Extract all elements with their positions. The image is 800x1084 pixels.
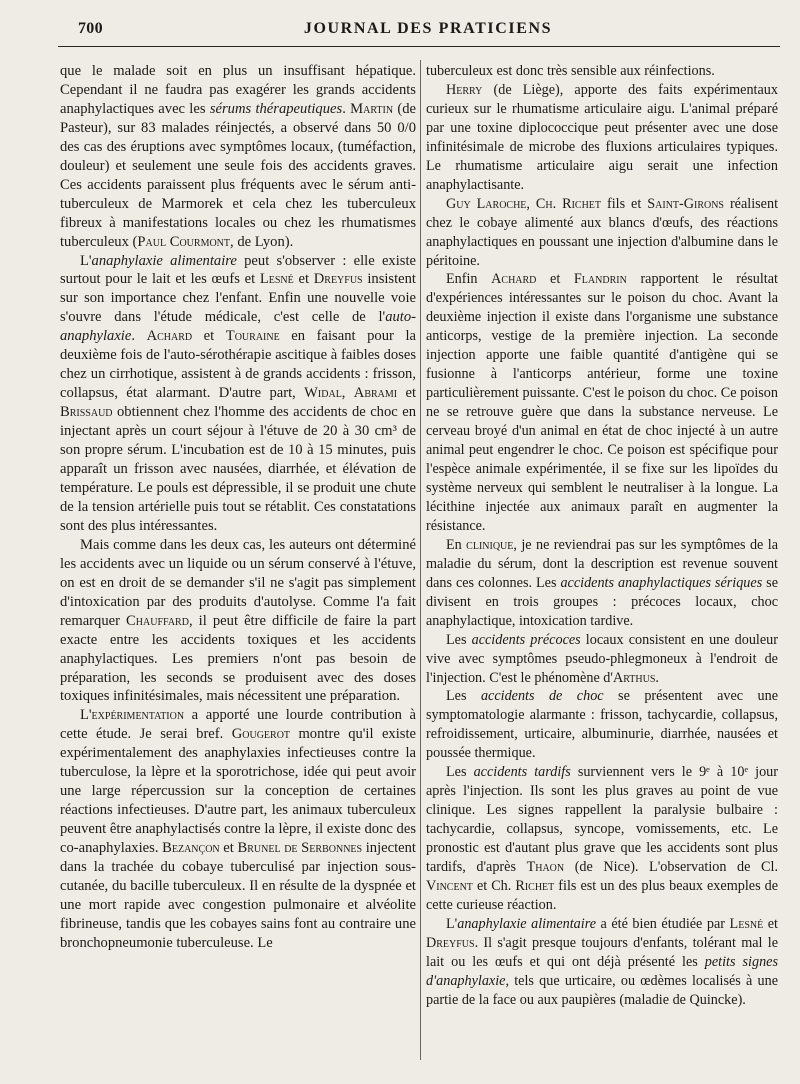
column-divider	[420, 60, 421, 1060]
page-header	[78, 20, 778, 44]
right-column	[426, 62, 778, 1010]
paragraph: Les accidents précoces locaux consistent en une douleur vive avec symptômes pseudo-phlegmoneux à l'endroit de l'injection. C'est le phénomène d'Arthus.	[426, 631, 778, 686]
paragraph: Herry (de Liège), apporte des faits expérimentaux curieux sur le rhumatisme articulaire aigu. L'animal préparé par une toxine diplococcique peut présenter avec une dose infinitésimale de microbe des fluxions articulaires typiques. Le rhumatisme articulaire aigu serait une infection anaphylactisante.	[426, 81, 778, 193]
paragraph: L'anaphylaxie alimentaire a été bien étudiée par Lesné et Dreyfus. Il s'agit presque toujours d'enfants, tolérant mal le lait ou les œufs et qui ont déjà présenté les petits signes d'anaphylaxie, tels que urticaire, ou œdèmes localisés à une partie de la face ou aux paupières (maladie de Quincke).	[426, 915, 778, 1008]
header-rule	[58, 46, 780, 47]
paragraph: Mais comme dans les deux cas, les auteurs ont déterminé les accidents avec un liquide ou un sérum conservé à l'étuve, on est en droit de se demander s'il ne s'agit pas simplement d'intoxication par des produits d'autolyse. Comme l'a fait remarquer Chauffard, il peut être difficile de faire la part exacte entre les accidents toxiques et les accidents anaphylactiques. Les premiers n'ont pas besoin de préparation, les seconds se produisent avec des doses toxiques infinitésimales, mais nécessitent une préparation.	[60, 536, 417, 705]
paragraph: Les accidents de choc se présentent avec une symptomatologie alarmante : frisson, tachycardie, collapsus, refroidissement, urticaire, albuminurie, diarrhée, nausées et poussée thermique.	[426, 688, 778, 762]
paragraph: En clinique, je ne reviendrai pas sur les symptômes de la maladie du sérum, dont la description est revenue souvent dans ces colonnes. Les accidents anaphylactiques sériques se divisent en trois groupes : précoces locaux, choc anaphylactique, intoxication tardive.	[426, 536, 778, 629]
running-title: JOURNAL DES PRATICIENS	[303, 20, 553, 37]
page-number: 700	[78, 20, 103, 37]
paragraph: que le malade soit en plus un insuffisant hépatique. Cependant il ne faudra pas exagérer les grands accidents anaphylactiques avec les sérums thérapeutiques. Martin (de Pasteur), sur 83 malades réinjectés, a observé dans 50 0/0 des cas des éruptions avec symptômes locaux, (tuméfaction, douleur) et seulement une seule fois des accidents graves. Ces accidents paraissent plus fréquents avec le sérum anti-tuberculeux de Marmorek et cela chez les tuberculeux fibreux à manifestations locales ou chez les rhumatismes tuberculeux (Paul Courmont, de Lyon).	[60, 63, 416, 250]
left-column	[60, 62, 416, 953]
paragraph: L'anaphylaxie alimentaire peut s'observer : elle existe surtout pour le lait et les œufs et Lesné et Dreyfus insistent sur son importance chez l'enfant. Enfin une nouvelle voie s'ouvre dans l'étude médicale, c'est celle de l'auto-anaphylaxie. Achard et Touraine en faisant pour la deuxième fois de l'auto-sérothérapie ascitique à faibles doses chez un cirrhotique, assistent à de grands accidents : frisson, collapsus, état alarmant. D'autre part, Widal, Abrami et Brissaud obtiennent chez l'homme des accidents de choc en injectant après un court séjour à l'étuve de 20 à 30 cm³ de son propre sérum. L'incubation est de 10 à 15 minutes, puis apparaît un frisson avec nausées, diarrhée, et élévation de température. Le pouls est dépressible, il se produit une chute de la tension artérielle puis tout se rétablit. Ces constatations sont des plus intéressantes.	[60, 252, 417, 534]
paragraph: Guy Laroche, Ch. Richet fils et Saint-Girons réalisent chez le cobaye alimenté aux blancs d'œufs, des réactions anaphylactiques en poussant une injection d'albumine dans le péritoine.	[426, 195, 779, 269]
paragraph: L'expérimentation a apporté une lourde contribution à cette étude. Je serai bref. Gougerot montre qu'il existe expérimentalement des anaphylaxies infectieuses contre la tuberculose, la lèpre et la sporotrichose, idée qui peut avoir une large répercussion sur la conception de certaines réactions infectieuses. D'autre part, les animaux tuberculeux peuvent être anaphylactisés contre la lèpre, il existe donc des co-anaphylaxies. Bezançon et Brunel de Serbonnes injectent dans la trachée du cobaye tuberculisé par injection sous-cutanée, du bacille tuberculeux. Il en résulte de la dyspnée et une mort rapide avec congestion pulmonaire et alvéolite fibrineuse, tandis que les cobayes sains font au contraire une bronchopneumonie tuberculeuse. Le	[60, 707, 416, 951]
paragraph: tuberculeux est donc très sensible aux réinfections.	[426, 63, 715, 79]
paragraph: Enfin Achard et Flandrin rapportent le résultat d'expériences intéressantes sur le poison du choc. Avant la deuxième injection il existe dans l'organisme une substance anticorps, vestige de la première injection. La seconde injection apporte une faible quantité d'antigène qui se fusionne à l'anticorps antérieur, forme une toxine particulièrement puissante. C'est le poison du choc. Ce poison ne se retrouve guère que dans la substance nerveuse. Le cerveau broyé d'un animal en état de choc injecté à un autre animal peut engendrer le choc. Ce poison est spécifique pour l'espèce animale expérimentée, il se fixe sur les lipoïdes du système nerveux qui semblent le neutraliser à la longue. La lécithine injectée aux animaux paraît en augmenter la résistance.	[426, 271, 778, 534]
paragraph: Les accidents tardifs surviennent vers le 9ᵉ à 10ᵉ jour après l'injection. Ils sont les plus graves au point de vue clinique. Les signes rappellent la paralysie bulbaire : tachycardie, collapsus, syncope, vomissements, etc. Le pronostic est d'autant plus grave que les accidents sont plus tardifs, d'après Thaon (de Nice). L'observation de Cl. Vincent et Ch. Richet fils est un des plus beaux exemples de cette curieuse réaction.	[426, 764, 779, 913]
